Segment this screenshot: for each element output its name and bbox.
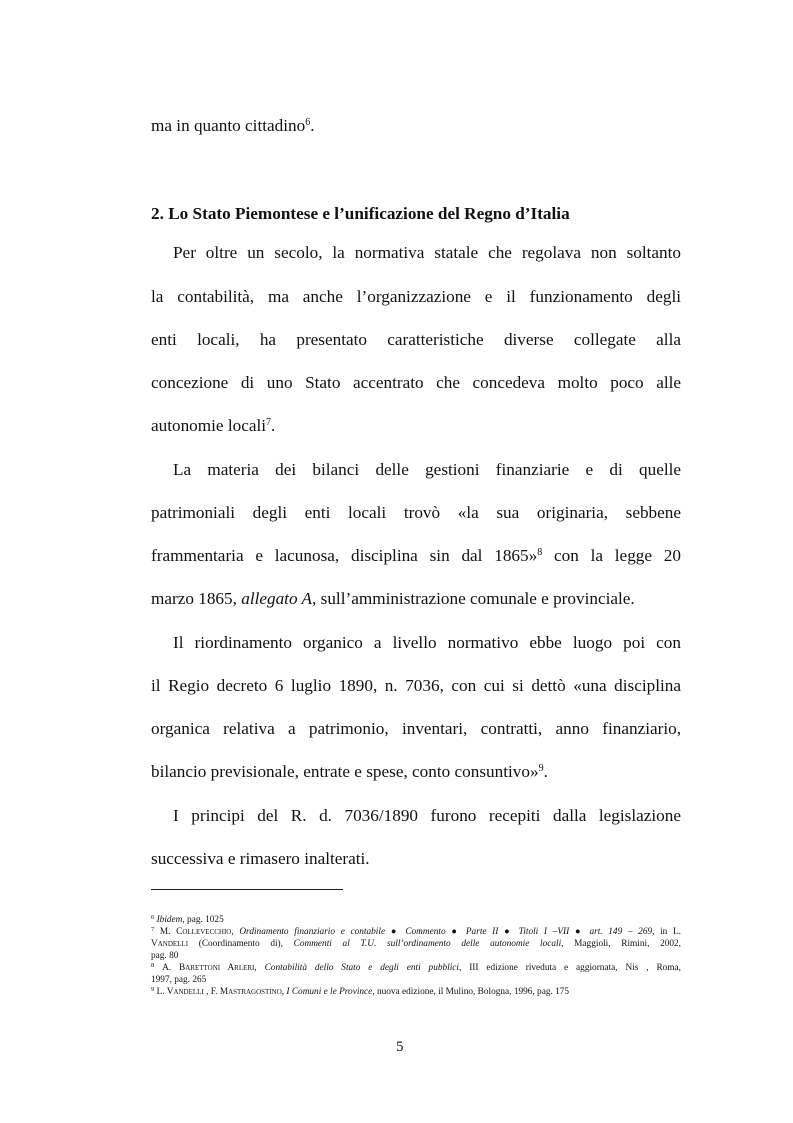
paragraph-1-line-5: autonomie locali$^7$. <box>151 416 276 435</box>
intro-text: ma in quanto cittadino <box>151 116 306 135</box>
paragraph-2-line-2: patrimoniali degli enti locali trovò «la sua originaria, sebbene <box>151 503 681 522</box>
paragraph-3-line-1: Il riordinamento organico a livello normativo ebbe luogo poi con <box>173 633 681 652</box>
footnote-separator <box>151 889 343 890</box>
paragraph-1-line-4: concezione di uno Stato accentrato che concedeva molto poco alle <box>151 373 681 392</box>
paragraph-1-line-1: Per oltre un secolo, la normativa statale che regolava non soltanto <box>173 243 681 262</box>
page-number: 5 <box>396 1039 404 1055</box>
paragraph-1-line-2: la contabilità, ma anche l’organizzazione e il funzionamento degli <box>151 287 681 306</box>
paragraph-3-line-4: bilancio previsionale, entrate e spese, conto consuntivo»$^9$. <box>151 762 548 781</box>
paragraph-2-line-1: La materia dei bilanci delle gestioni finanziarie e di quelle <box>173 460 681 479</box>
footnote-7: $^7$ M. Collevecchio, Ordinamento finanziario e contabile ● Commento ● Parte II ● Titoli I –VII ● art. 149 – 269, in L. Vandelli (Coordinamento di), Commenti al T.U. sull’ordinamento delle autonomie locali, Maggioli, Rimini, 2002, pag. 80 <box>151 926 681 961</box>
section-heading: 2. Lo Stato Piemontese e l’unificazione del Regno d’Italia <box>151 204 570 223</box>
paragraph-1-line-3: enti locali, ha presentato caratteristiche diverse collegate alla <box>151 330 681 349</box>
paragraph-3-line-3: organica relativa a patrimonio, inventari, contratti, anno finanziario, <box>151 719 681 738</box>
paragraph-3-line-2: il Regio decreto 6 luglio 1890, n. 7036, con cui si dettò «una disciplina <box>151 676 681 695</box>
footnote-ref-9[interactable]: 9 <box>538 763 544 774</box>
intro-line: ma in quanto cittadino$^6$. <box>151 116 315 135</box>
paragraph-2-line-4: marzo 1865, allegato A, sull’amministrazione comunale e provinciale. <box>151 589 635 608</box>
paragraph-2-line-3: frammentaria e lacunosa, disciplina sin dal 1865»$^8$ con la legge 20 <box>151 546 681 565</box>
emphasis-allegato: allegato A <box>241 589 313 608</box>
footnote-8: $^8$ A. Barettoni Arleri, Contabilità dello Stato e degli enti pubblici, III edizione riveduta e aggiornata, Nis , Roma, 1997, pag. 265 <box>151 962 681 985</box>
footnote-ref-7[interactable]: 7 <box>266 417 272 428</box>
paragraph-4-line-2: successiva e rimasero inalterati. <box>151 849 370 868</box>
footnote-9: $^9$ L. Vandelli , F. Mastragostino, I Comuni e le Province, nuova edizione, il Mulino, Bologna, 1996, pag. 175 <box>151 986 570 997</box>
footnote-ref-6[interactable]: 6 <box>305 117 311 128</box>
footnote-ref-8[interactable]: 8 <box>537 547 543 558</box>
footnote-6: $^6$ Ibidem, pag. 1025 <box>151 914 224 925</box>
paragraph-4-line-1: I principi del R. d. 7036/1890 furono recepiti dalla legislazione <box>173 806 681 825</box>
